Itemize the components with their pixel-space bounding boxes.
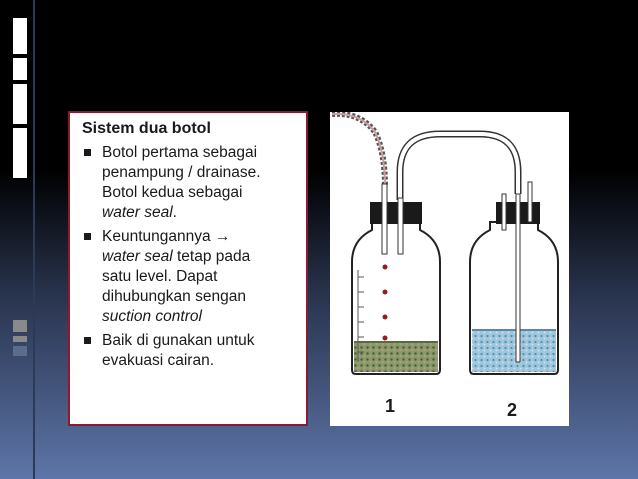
- section-title: Sistem dua botol: [82, 120, 211, 137]
- drop: [383, 315, 388, 320]
- list-item-text: Botol pertama sebagai: [102, 144, 258, 161]
- list-item-text: dihubungkan sengan: [102, 288, 246, 305]
- list-item: [82, 143, 300, 223]
- bottle-2-tube: [528, 182, 532, 222]
- connecting-tube: [400, 134, 518, 200]
- list-item-text: tetap pada: [172, 248, 251, 265]
- connecting-tube-inner: [400, 134, 518, 200]
- bottle-2-tube: [502, 194, 506, 230]
- two-bottle-diagram: [330, 112, 569, 426]
- bottle-2-fluid: [472, 330, 556, 372]
- bullet-list: [82, 143, 300, 371]
- drop: [383, 265, 388, 270]
- drop: [383, 290, 388, 295]
- bottle-2-tube: [516, 194, 520, 362]
- bottle-1-tube: [398, 198, 403, 254]
- bottle-1-fluid: [354, 342, 438, 372]
- decorative-line: [33, 0, 35, 479]
- list-item-italic-text: water seal: [102, 204, 173, 221]
- list-item-text: penampung / drainase.: [102, 164, 261, 181]
- square-bullet-icon: [84, 233, 91, 240]
- decorative-strip: [13, 0, 27, 479]
- decorative-bar: [13, 346, 27, 356]
- decorative-bar: [13, 84, 27, 124]
- list-item-text: Baik di gunakan untuk: [102, 332, 255, 349]
- decorative-bar: [13, 18, 27, 54]
- decorative-bar: [13, 320, 27, 332]
- decorative-bar: [13, 128, 27, 178]
- bottle-1-stopper: [370, 202, 422, 224]
- text-box: [68, 111, 308, 426]
- list-item-text: evakuasi cairan.: [102, 352, 215, 369]
- list-item-italic-text: water seal: [102, 248, 173, 265]
- two-bottle-diagram-svg: [330, 112, 569, 426]
- square-bullet-icon: [84, 149, 91, 156]
- square-bullet-icon: [84, 337, 91, 344]
- inlet-tube: [332, 114, 385, 187]
- inlet-tube-core: [332, 114, 385, 187]
- decorative-bar: [13, 58, 27, 80]
- list-item-text: .: [172, 204, 177, 221]
- bottle-2-label: 2: [506, 400, 518, 420]
- list-item-text: Keuntungannya: [102, 228, 215, 245]
- right-arrow-icon: →: [214, 228, 231, 245]
- bottle-1-label: 1: [384, 396, 396, 416]
- decorative-bar: [13, 336, 27, 342]
- list-item-text: Botol kedua sebagai: [102, 184, 243, 201]
- drop: [383, 336, 388, 341]
- list-item: [82, 331, 300, 371]
- list-item: [82, 227, 300, 327]
- list-item-italic-text: suction control: [102, 308, 202, 325]
- list-item-text: satu level. Dapat: [102, 268, 218, 285]
- bottle-1-tube: [382, 184, 387, 254]
